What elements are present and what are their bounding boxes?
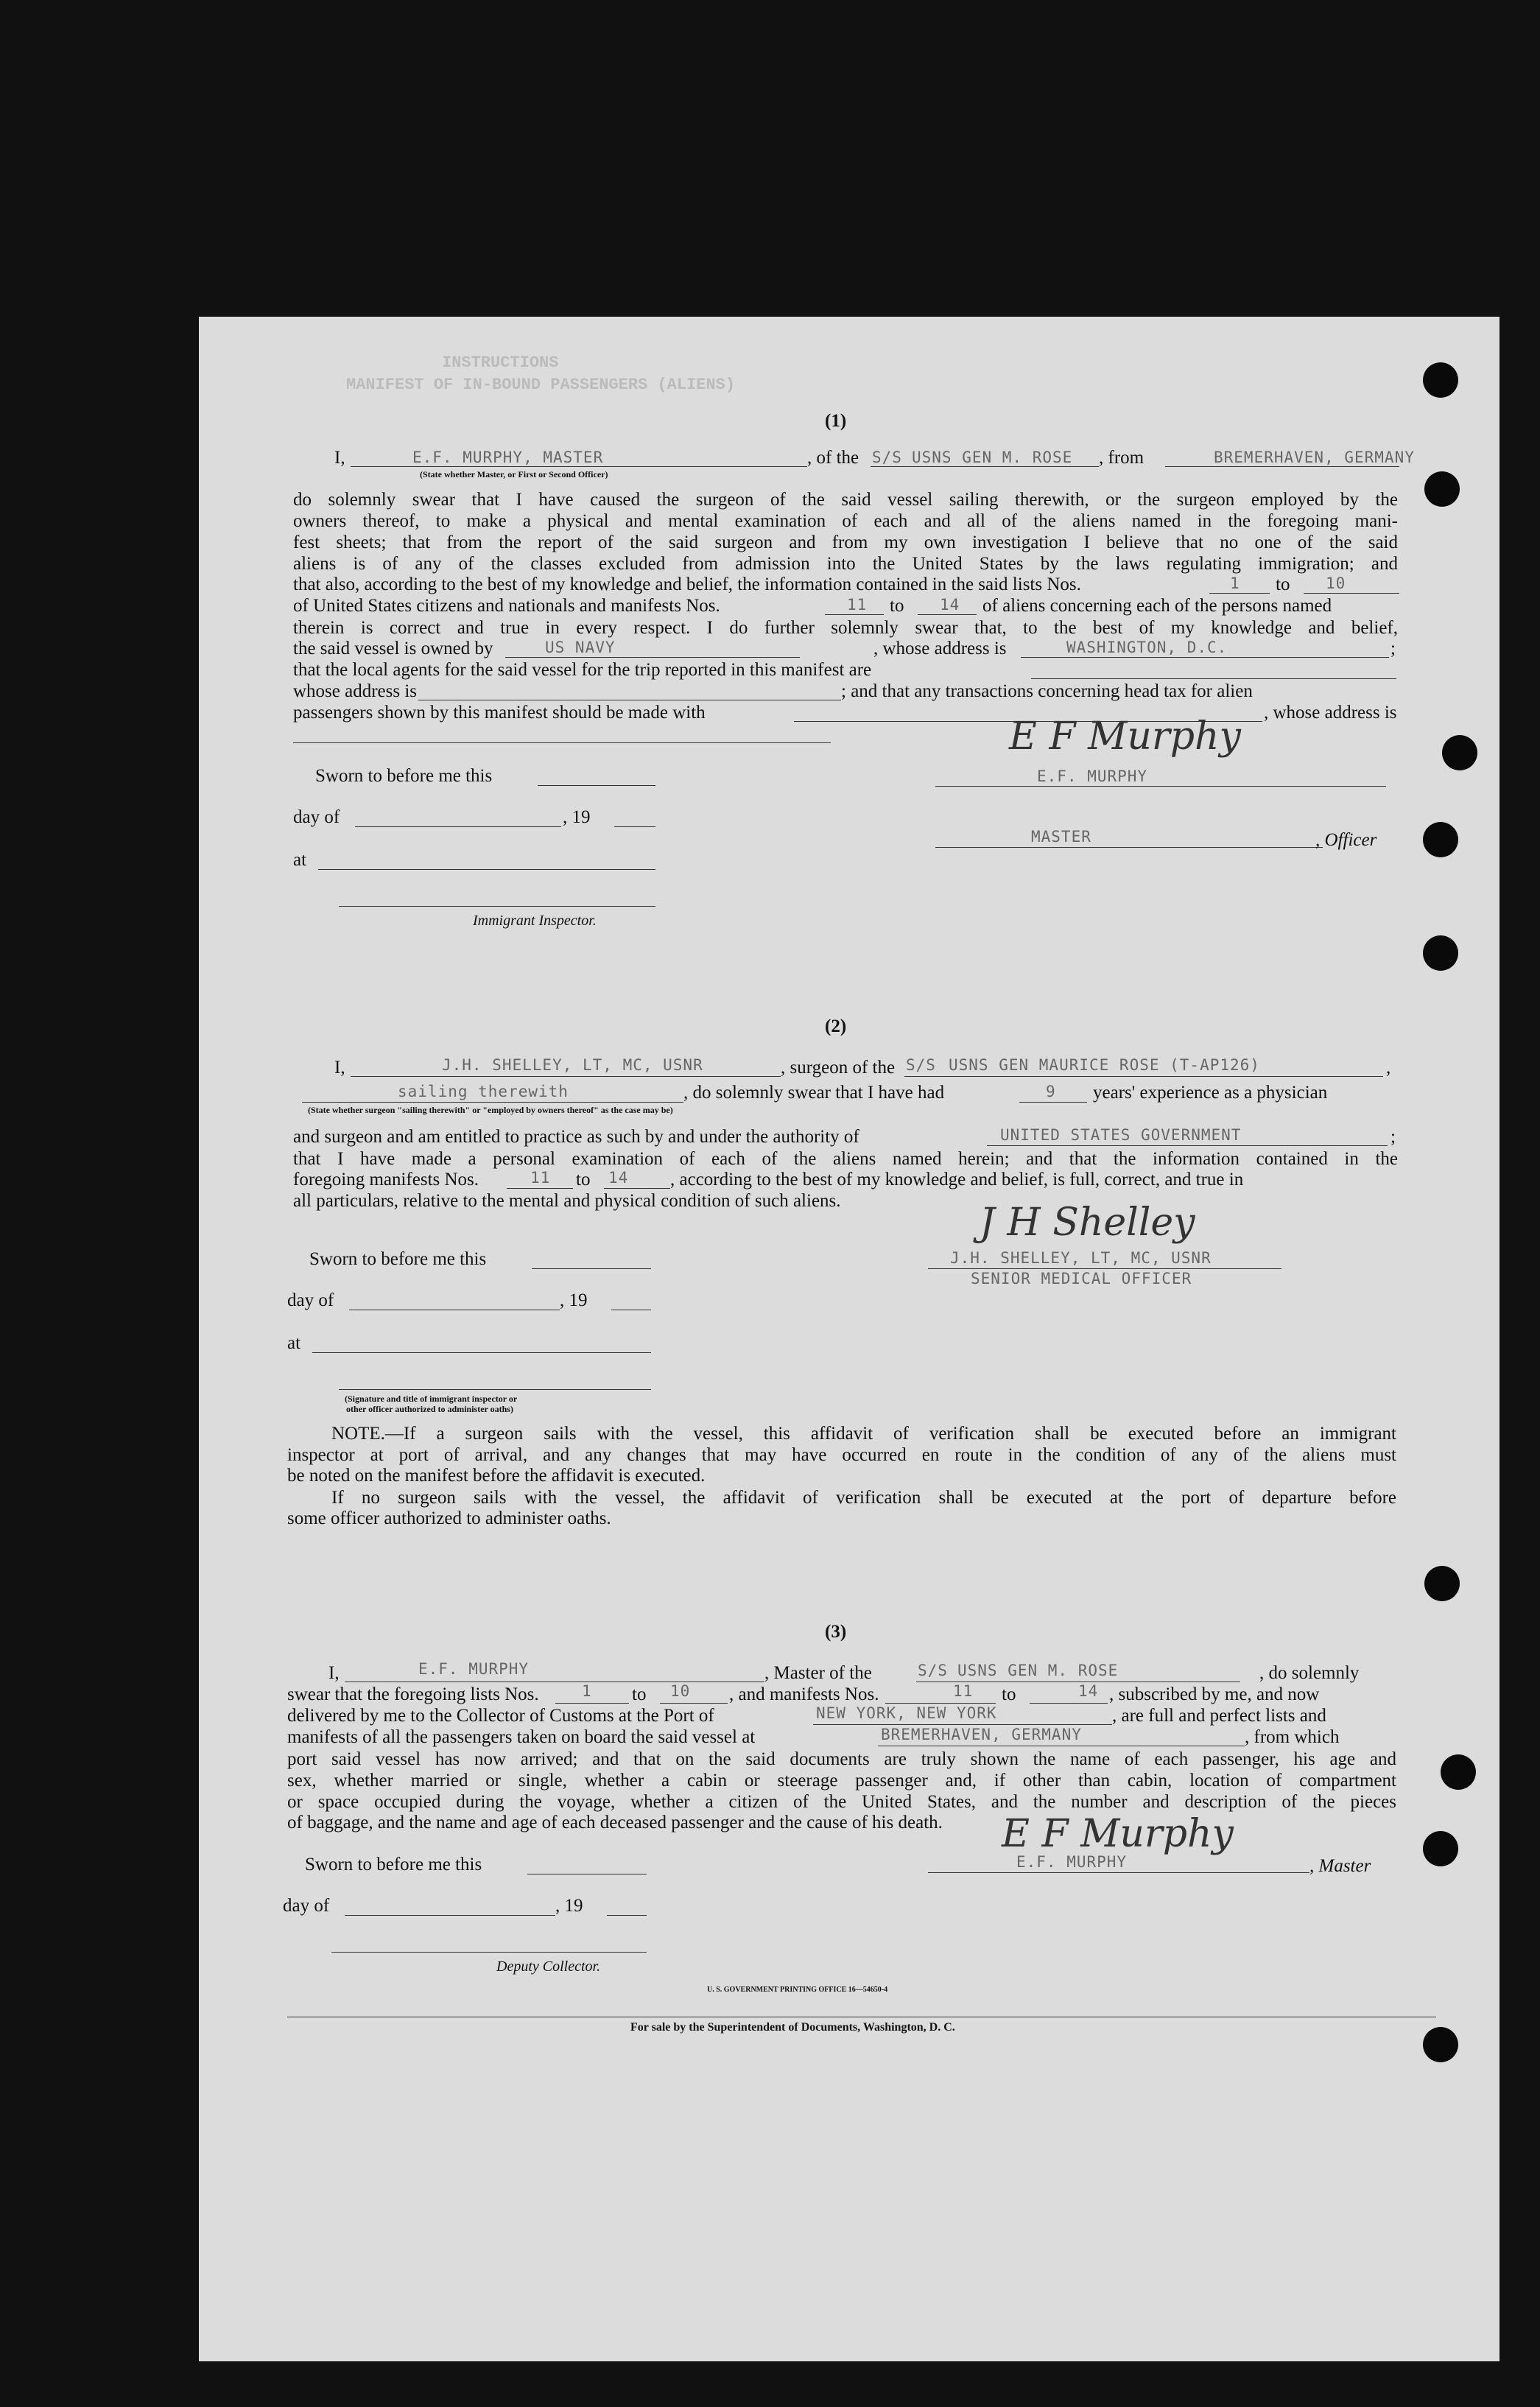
sec2-authority-fill: UNITED STATES GOVERNMENT [1000,1126,1242,1144]
sec2-nineteen: , 19 [560,1290,588,1310]
sec3-board-fill: BREMERHAVEN, GERMANY [881,1726,1082,1743]
sec1-l6-to: to [890,596,904,616]
sec3-ship-fill: USNS GEN M. ROSE [957,1662,1119,1679]
sec2-sailing-fill: sailing therewith [398,1083,569,1100]
sec2-body [293,1148,1398,1170]
note-line-4: If no surgeon sails with the vessel, the affidavit of verification shall be executed at the port of departure before [331,1488,1396,1508]
sec3-man-from: 11 [953,1682,974,1700]
note-line-3: be noted on the manifest before the affidavit is executed. [287,1466,706,1486]
sec1-line-8: the said vessel is owned by [293,639,493,658]
sec3-body [287,1749,1396,1813]
sec2-sig-note-line [339,1389,651,1390]
sec3-port-line [813,1724,1112,1725]
sec2-signature: J H Shelley [980,1201,1195,1245]
sec1-l6-line2 [918,614,977,615]
sec2-note: (State whether surgeon "sailing therewith" or "employed by owners thereof" as the case may be) [308,1105,673,1115]
sec2-ship-line [904,1076,1383,1077]
sec1-l8-c: ; [1390,639,1396,658]
sec3-solemnly: , do solemnly [1259,1663,1360,1683]
sec1-title-fill: MASTER [1031,828,1091,846]
sec3-sig-line [928,1872,1309,1873]
sec2-ship-fill: USNS GEN MAURICE ROSE (T-AP126) [949,1056,1260,1074]
sec2-sig-title: SENIOR MEDICAL OFFICER [971,1270,1192,1287]
sec1-line-1: do solemnly swear that I have caused the surgeon of the said vessel sailing therewith, or the surgeon employed by the [293,490,1398,510]
note-block [331,1423,1396,1444]
sec3-day-of: day of [283,1896,330,1916]
punch-hole [1442,735,1477,770]
sec1-ship-prefix: S/S [872,449,902,466]
sec2-years: years' experience as a physician [1093,1083,1328,1103]
sec2-authority-line [987,1145,1388,1146]
sec2-line-5: foregoing manifests Nos. [293,1170,479,1190]
sec3-collector-line [331,1952,647,1953]
sec3-master-of: , Master of the [764,1663,872,1683]
sec1-l6-from: 11 [847,596,868,614]
sec1-sig-line [935,786,1386,787]
sec3-collector-text: Deputy Collector. [496,1958,601,1975]
sec1-line-3: fest sheets; that from the report of the said surgeon and from my own investigation I believe that no one of the said [293,533,1398,552]
sec1-agents-line [1031,678,1396,679]
sec3-line-4: manifests of all the passengers taken on board the said vessel at [287,1727,756,1747]
sec3-lists-from-line [555,1703,629,1704]
sec3-l3b: , are full and perfect lists and [1112,1706,1326,1726]
sec1-from: , from [1099,448,1145,468]
sec2-line-6: all particulars, relative to the mental and physical condition of such aliens. [293,1191,841,1211]
sec3-lists-to-line [660,1703,728,1704]
sec3-l2b: , and manifests Nos. [729,1684,879,1704]
sec2-l5-b: , according to the best of my knowledge and belief, is full, correct, and true in [670,1170,1244,1190]
punch-hole [1423,935,1458,971]
sec1-ship-fill: USNS GEN M. ROSE [912,449,1073,466]
sec3-l4b: , from which [1245,1727,1340,1747]
sec2-years-fill: 9 [1046,1083,1056,1100]
note-block-2 [287,1444,1396,1466]
sec1-l6-to-fill: 14 [940,596,960,614]
sec2-sworn-line [532,1268,651,1269]
sec1-line-4: aliens is of any of the classes excluded from admission into the United States by the laws regulating immigration; and [293,554,1398,574]
sec1-at: at [293,850,307,870]
sec2-l5-from: 11 [530,1169,551,1187]
sec3-line-8: of baggage, and the name and age of each deceased passenger and the cause of his death. [287,1813,943,1833]
sec1-line-9: that the local agents for the said vessel for the trip reported in this manifest are [293,660,872,680]
sec1-inspector [473,910,597,931]
sec1-signature: E F Murphy [1009,714,1241,759]
sec3-to2: to [1002,1684,1016,1704]
sec1-from-fill: BREMERHAVEN, GERMANY [1214,449,1415,466]
sec1-line-11a: passengers shown by this manifest should be made with [293,703,706,723]
sec2-line-4: that I have made a personal examination of each of the aliens named herein; and that the information contained in the [293,1149,1398,1169]
sec3-day-line [345,1915,555,1916]
sec3-sworn: Sworn to before me this [305,1855,482,1874]
sec3-man-to-line [1030,1703,1108,1704]
sec1-l6-b: of aliens concerning each of the persons named [982,596,1332,616]
sec3-line-3: delivered by me to the Collector of Customs at the Port of [287,1706,714,1726]
sec3-port-fill: NEW YORK, NEW YORK [816,1704,997,1722]
section-1-number: (1) [825,411,847,431]
sec2-sig-note-2: other officer authorized to administer oaths) [346,1404,513,1414]
sec2-sworn: Sworn to before me this [309,1249,487,1269]
sec3-master-text: , Master [1309,1856,1371,1876]
note-line-1: NOTE.—If a surgeon sails with the vessel, this affidavit of verification shall be executed before an immigrant [331,1424,1396,1444]
sec2-l5-to: to [576,1170,591,1190]
sec2-name-fill: J.H. SHELLEY, LT, MC, USNR [442,1056,703,1074]
sec1-officer [1315,830,1376,851]
sec1-from-line [1165,466,1399,467]
sec1-ship-line [871,466,1099,467]
faint-header-1: INSTRUCTIONS [442,354,559,372]
sec1-nineteen: , 19 [563,807,591,827]
sec3-lists-to: 10 [670,1682,691,1700]
sec2-sig-line [928,1268,1281,1269]
sec1-l5-to: to [1276,574,1290,594]
sec1-inspector-line [339,906,655,907]
sec3-line-5: port said vessel has now arrived; and that on the said documents are truly shown the name of each passenger, his age and [287,1749,1396,1769]
sec1-officer-text: , Officer [1315,830,1377,850]
sec2-ship-prefix: S/S [906,1056,936,1074]
sec1-year-line [614,826,655,827]
sec1-body [293,489,1398,574]
sec2-at: at [287,1333,301,1353]
sec2-day-of: day of [287,1290,334,1310]
sec1-owner-addr-fill: WASHINGTON, D.C. [1066,639,1228,656]
sec1-l5-from: 1 [1230,574,1240,592]
sec3-man-from-line [885,1703,996,1704]
sec1-line-2: owners thereof, to make a physical and mental examination of each and all of the aliens named in the foregoing mani- [293,511,1398,531]
document-page [199,317,1499,2361]
sec1-l6-line1 [825,614,884,615]
sec2-l5-line2 [604,1188,670,1189]
punch-hole [1423,2027,1458,2062]
punch-hole [1424,1566,1460,1601]
sec1-title-line [935,847,1323,848]
sec1-day-line [355,826,561,827]
sec3-line-7: or space occupied during the voyage, whether a citizen of the United States, and the number and description of the pieces [287,1792,1396,1812]
sec3-l2c: , subscribed by me, and now [1109,1684,1320,1704]
sec1-owner-addr-line [1021,657,1389,658]
sec2-years-line [1019,1102,1087,1103]
sec3-to1: to [632,1684,647,1704]
sec3-collector [496,1956,600,1977]
sec1-i: I, [334,448,345,468]
sec2-i: I, [334,1058,345,1078]
sec2-comma: , [1386,1058,1391,1078]
sec1-name-line [351,466,807,467]
sec1-name-fill: E.F. MURPHY, MASTER [412,449,604,466]
sec2-name-line [351,1076,781,1077]
section-2-number: (2) [825,1016,847,1036]
sec1-l8-b: , whose address is [873,639,1007,658]
sec3-lists-from: 1 [582,1682,592,1700]
gpo-imprint: U. S. GOVERNMENT PRINTING OFFICE 16—54650-4 [707,1986,888,1994]
sec3-year-line [607,1915,647,1916]
sec2-l3b: ; [1390,1127,1396,1147]
sec3-nineteen: , 19 [555,1896,583,1916]
sec1-l5-line1 [1209,593,1270,594]
sec2-l5-to-fill: 14 [608,1169,629,1187]
sec2-sailing-line [302,1102,683,1103]
sec1-sworn: Sworn to before me this [315,766,493,786]
sec2-swear: , do solemnly swear that I have had [683,1083,945,1103]
punch-hole [1423,1831,1458,1866]
sec1-owner-fill: US NAVY [545,639,616,656]
sec3-line-2: swear that the foregoing lists Nos. [287,1684,539,1704]
sec2-line-3: and surgeon and am entitled to practice as such by and under the authority of [293,1127,859,1147]
sec1-of-the: , of the [807,448,859,468]
punch-hole [1423,362,1458,398]
sec2-surgeon-of: , surgeon of the [781,1058,896,1078]
sec3-signature: E F Murphy [1002,1812,1234,1856]
sec3-master [1309,1856,1371,1877]
sec1-sworn-line [538,785,655,786]
sec1-inspector-text: Immigrant Inspector. [473,913,597,929]
sec3-name-fill: E.F. MURPHY [418,1660,530,1678]
note-line-2: inspector at port of arrival, and any changes that may have occurred en route in the condition of any of the aliens must [287,1445,1396,1465]
punch-hole [1441,1754,1476,1790]
punch-hole [1424,471,1460,507]
punch-hole [1423,822,1458,857]
sale-note: For sale by the Superintendent of Documents, Washington, D. C. [630,2021,955,2034]
sec1-sig-fill: E.F. MURPHY [1037,767,1148,785]
sec1-address-line [293,742,831,743]
sec1-name-note: (State whether Master, or First or Second Officer) [420,469,608,479]
sec1-l5-line2 [1304,593,1399,594]
sec1-line-7: therein is correct and true in every respect. I do further solemnly swear that, to the best of my knowledge and belief, [293,618,1398,638]
sec3-sig-fill: E.F. MURPHY [1016,1853,1128,1871]
sec2-l5-line1 [507,1188,573,1189]
sec1-day-of: day of [293,807,340,827]
sec1-owner-line [505,657,800,658]
sec1-line-5: that also, according to the best of my knowledge and belief, the information contained in the said lists Nos. [293,574,1081,594]
sec3-man-to: 14 [1078,1682,1099,1700]
sec1-l5-to-fill: 10 [1326,574,1346,592]
sec3-line-6: sex, whether married or single, whether a cabin or steerage passenger and, if other than cabin, location of compartment [287,1771,1396,1791]
sec3-ship-prefix: S/S [918,1662,948,1679]
note-line-5: some officer authorized to administer oaths. [287,1508,611,1528]
sec1-at-line [318,869,655,870]
sec1-line-10a: whose address is [293,681,418,701]
sec1-body-2 [293,617,1398,639]
sec1-line-10b: ; and that any transactions concerning head tax for alien [841,681,1253,701]
sec2-at-line [312,1352,651,1353]
section-3-number: (3) [825,1622,847,1642]
sec2-sig-note-1: (Signature and title of immigrant inspector or [345,1394,518,1404]
faint-header-2: MANIFEST OF IN-BOUND PASSENGERS (ALIENS) [346,376,736,394]
sec2-sig-fill: J.H. SHELLEY, LT, MC, USNR [950,1249,1212,1267]
sec1-line-6: of United States citizens and nationals and manifests Nos. [293,596,720,616]
note-block-3 [331,1487,1396,1508]
sec1-line-11b: , whose address is [1264,703,1397,723]
sec3-i: I, [328,1663,340,1683]
